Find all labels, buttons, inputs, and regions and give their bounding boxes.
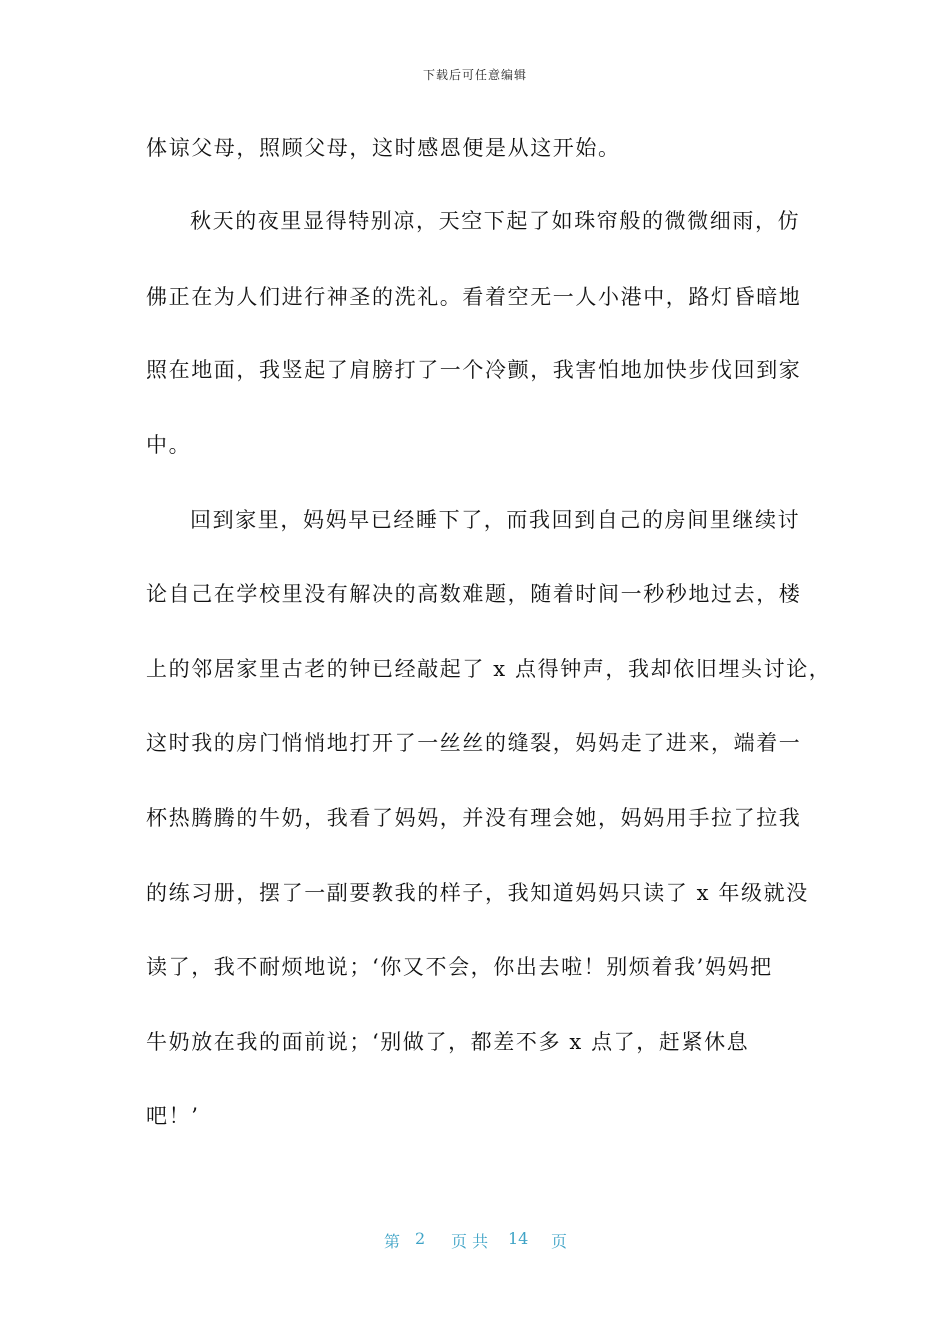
paragraph-line: 中。	[146, 433, 192, 457]
paragraph-line: 论自己在学校里没有解决的高数难题，随着时间一秒秒地过去，楼	[146, 582, 802, 606]
paragraph-line: 牛奶放在我的面前说；‘别做了，都差不多 x 点了，赶紧休息	[146, 1030, 750, 1054]
paragraph-line: 回到家里，妈妈早已经睡下了，而我回到自己的房间里继续讨	[190, 508, 801, 532]
page-footer	[0, 1229, 950, 1251]
paragraph-line: 上的邻居家里古老的钟已经敲起了 x 点得钟声，我却依旧埋头讨论，	[146, 657, 832, 681]
page-header: 下载后可任意编辑	[422, 68, 527, 82]
paragraph-line: 秋天的夜里显得特别凉，天空下起了如珠帘般的微微细雨，仿	[190, 209, 801, 233]
paragraph-line: 杯热腾腾的牛奶，我看了妈妈，并没有理会她，妈妈用手拉了拉我	[146, 806, 802, 830]
footer-total-pages: 14	[508, 1229, 529, 1248]
footer-label-ye-gong: 页 共	[451, 1232, 489, 1251]
footer-label-ye: 页	[551, 1232, 568, 1251]
footer-label-di: 第	[384, 1232, 401, 1251]
paragraph-line: 体谅父母，照顾父母，这时感恩便是从这开始。	[146, 136, 621, 160]
footer-page-number: 2	[415, 1229, 426, 1248]
paragraph-line: 佛正在为人们进行神圣的洗礼。看着空无一人小港中，路灯昏暗地	[146, 285, 802, 309]
paragraph-line: 这时我的房门悄悄地打开了一丝丝的缝裂，妈妈走了进来，端着一	[146, 731, 802, 755]
paragraph-line: 照在地面，我竖起了肩膀打了一个冷颤，我害怕地加快步伐回到家	[146, 358, 802, 382]
paragraph-line: 读了，我不耐烦地说；‘你又不会，你出去啦！别烦着我’妈妈把	[146, 955, 773, 979]
paragraph-line: 吧！’	[146, 1104, 200, 1128]
paragraph-line: 的练习册，摆了一副要教我的样子，我知道妈妈只读了 x 年级就没	[146, 881, 809, 905]
